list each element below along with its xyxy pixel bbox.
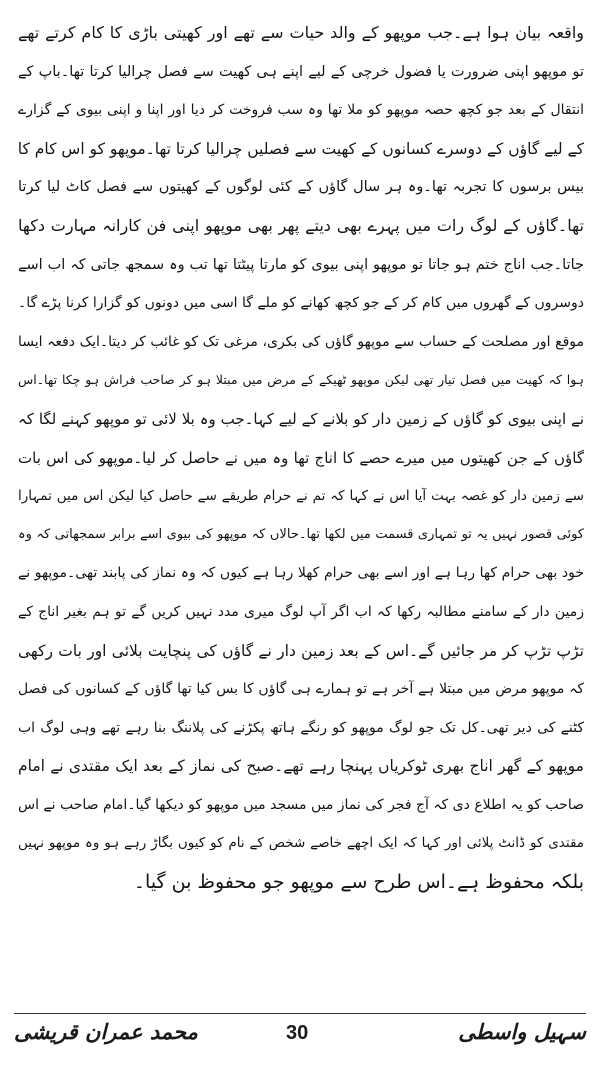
text-line-final: بلکہ محفوظ ہے۔اس طرح سے موپھو جو محفوظ بن گیا۔	[133, 871, 584, 894]
footer-author-right: سہیل واسطی	[458, 1020, 586, 1044]
text-line: واقعہ بیان ہوا ہے۔جب موپھو کے والد حیات سے تھے اور کھیتی باڑی کا کام کرتے تھے	[18, 23, 584, 42]
text-line: مقتدی کو ڈانٹ پلائی اور کہا کہ ایک اچھے خاصے شخص کے نام کو کیوں بگاڑ رہے ہو وہ موپھو نہیں	[18, 835, 584, 852]
page-footer	[14, 1016, 586, 1060]
text-line: موقع اور مصلحت کے حساب سے موپھو گاؤں کی بکری، مرغی تک کو غائب کر دیتا۔ایک دفعہ ایسا	[18, 333, 584, 350]
text-line: موپھو کے گھر اناج بھری ٹوکریاں پہنچا رہے تھے۔صبح کی نماز کے بعد ایک مقتدی نے امام	[18, 757, 584, 776]
text-line: کوئی قصور نہیں یہ تو تمہاری قسمت میں لکھا تھا۔حالاں کہ موپھو کی بیوی اسے برابر سمجھاتی کہ وہ	[18, 526, 584, 542]
body-text	[18, 14, 584, 902]
text-line: سے زمین دار کو غصہ بہت آیا اس نے کہا کہ تم نے حرام طریقے سے حاصل کیا لیکن اس میں تمہارا	[18, 488, 584, 505]
text-line: کٹنے کی دیر تھی۔کل تک جو لوگ موپھو کو رنگے ہاتھ پکڑنے کی پلاننگ بنا رہے تھے وہی لوگ اب	[18, 719, 584, 736]
text-line: انتقال کے بعد جو کچھ حصہ موپھو کو ملا تھا وہ سب فروخت کر دیا اور اپنا و اپنی بیوی کے گزارے	[18, 102, 584, 119]
text-line: بیس برسوں کا تجربہ تھا۔وہ ہر سال گاؤں کے کئی لوگوں کے کھیتوں سے فصل کاٹ لیا کرتا	[18, 179, 584, 196]
text-line: تڑپ تڑپ کر مر جائیں گے۔اس کے بعد زمین دار نے گاؤں کی پنچایت بلائی اور بات رکھی	[18, 641, 584, 660]
text-line: جاتا۔جب اناج ختم ہو جاتا تو موپھو اپنی بیوی کو مارتا پیٹتا تھا تب وہ سمجھ جاتی کہ اب اسے	[18, 256, 584, 273]
page-number: 30	[286, 1022, 309, 1044]
text-line: کے لیے گاؤں کے دوسرے کسانوں کے کھیت سے فصلیں چرالیا کرتا تھا۔موپھو کو اس کام کا	[18, 139, 584, 158]
text-line: تھا۔گاؤں کے لوگ رات میں پہرے بھی دیتے پھر بھی موپھو اپنی فن کارانہ مہارت دکھا	[18, 215, 584, 235]
text-line: زمین دار کے سامنے مطالبہ رکھا کہ اب اگر آپ لوگ میری مدد نہیں کریں گے تو ہم بغیر اناج کے	[18, 603, 584, 620]
footer-divider	[14, 1013, 586, 1014]
text-line: صاحب کو یہ اطلاع دی کہ آج فجر کی نماز میں مسجد میں موپھو کو دیکھا گیا۔امام صاحب نے اس	[18, 796, 584, 813]
text-line: کہ موپھو مرض میں مبتلا ہے آخر ہے تو ہمارے ہی گاؤں کا بس کیا تھا گاؤں کے کسانوں کی فصل	[18, 681, 584, 698]
text-line: گاؤں کے جن کھیتوں میں میرے حصے کا اناج تھا وہ میں نے حاصل کر لیا۔موپھو کی اس بات	[18, 448, 584, 467]
text-line: خود بھی حرام کھا رہا ہے اور اسے بھی حرام کھلا رہا ہے کیوں کہ وہ نماز کی پابند تھی۔موپھو نے	[18, 565, 584, 582]
text-line: تو موپھو اپنی ضرورت یا فضول خرچی کے لیے اپنے ہی کھیت سے فصل چرالیا کرتا تھا۔باپ کے	[18, 63, 584, 80]
text-line: نے اپنی بیوی کو گاؤں کے زمین دار کو بلانے کے لیے کہا۔جب وہ بلا لائی تو موپھو کہنے لگا کہ	[18, 409, 584, 428]
text-line: دوسروں کے گھروں میں کام کر کے جو کچھ کھانے کو ملے گا اسی میں دونوں کو گزارا کرنا پڑے گا۔	[18, 295, 584, 312]
footer-author-left: محمد عمران قریشی	[14, 1020, 198, 1044]
text-line: ہوا کہ کھیت میں فصل تیار تھی لیکن موپھو ٹھیکے کے مرض میں مبتلا ہو کر صاحب فراش ہو چکا تھا۔اس	[18, 372, 584, 388]
